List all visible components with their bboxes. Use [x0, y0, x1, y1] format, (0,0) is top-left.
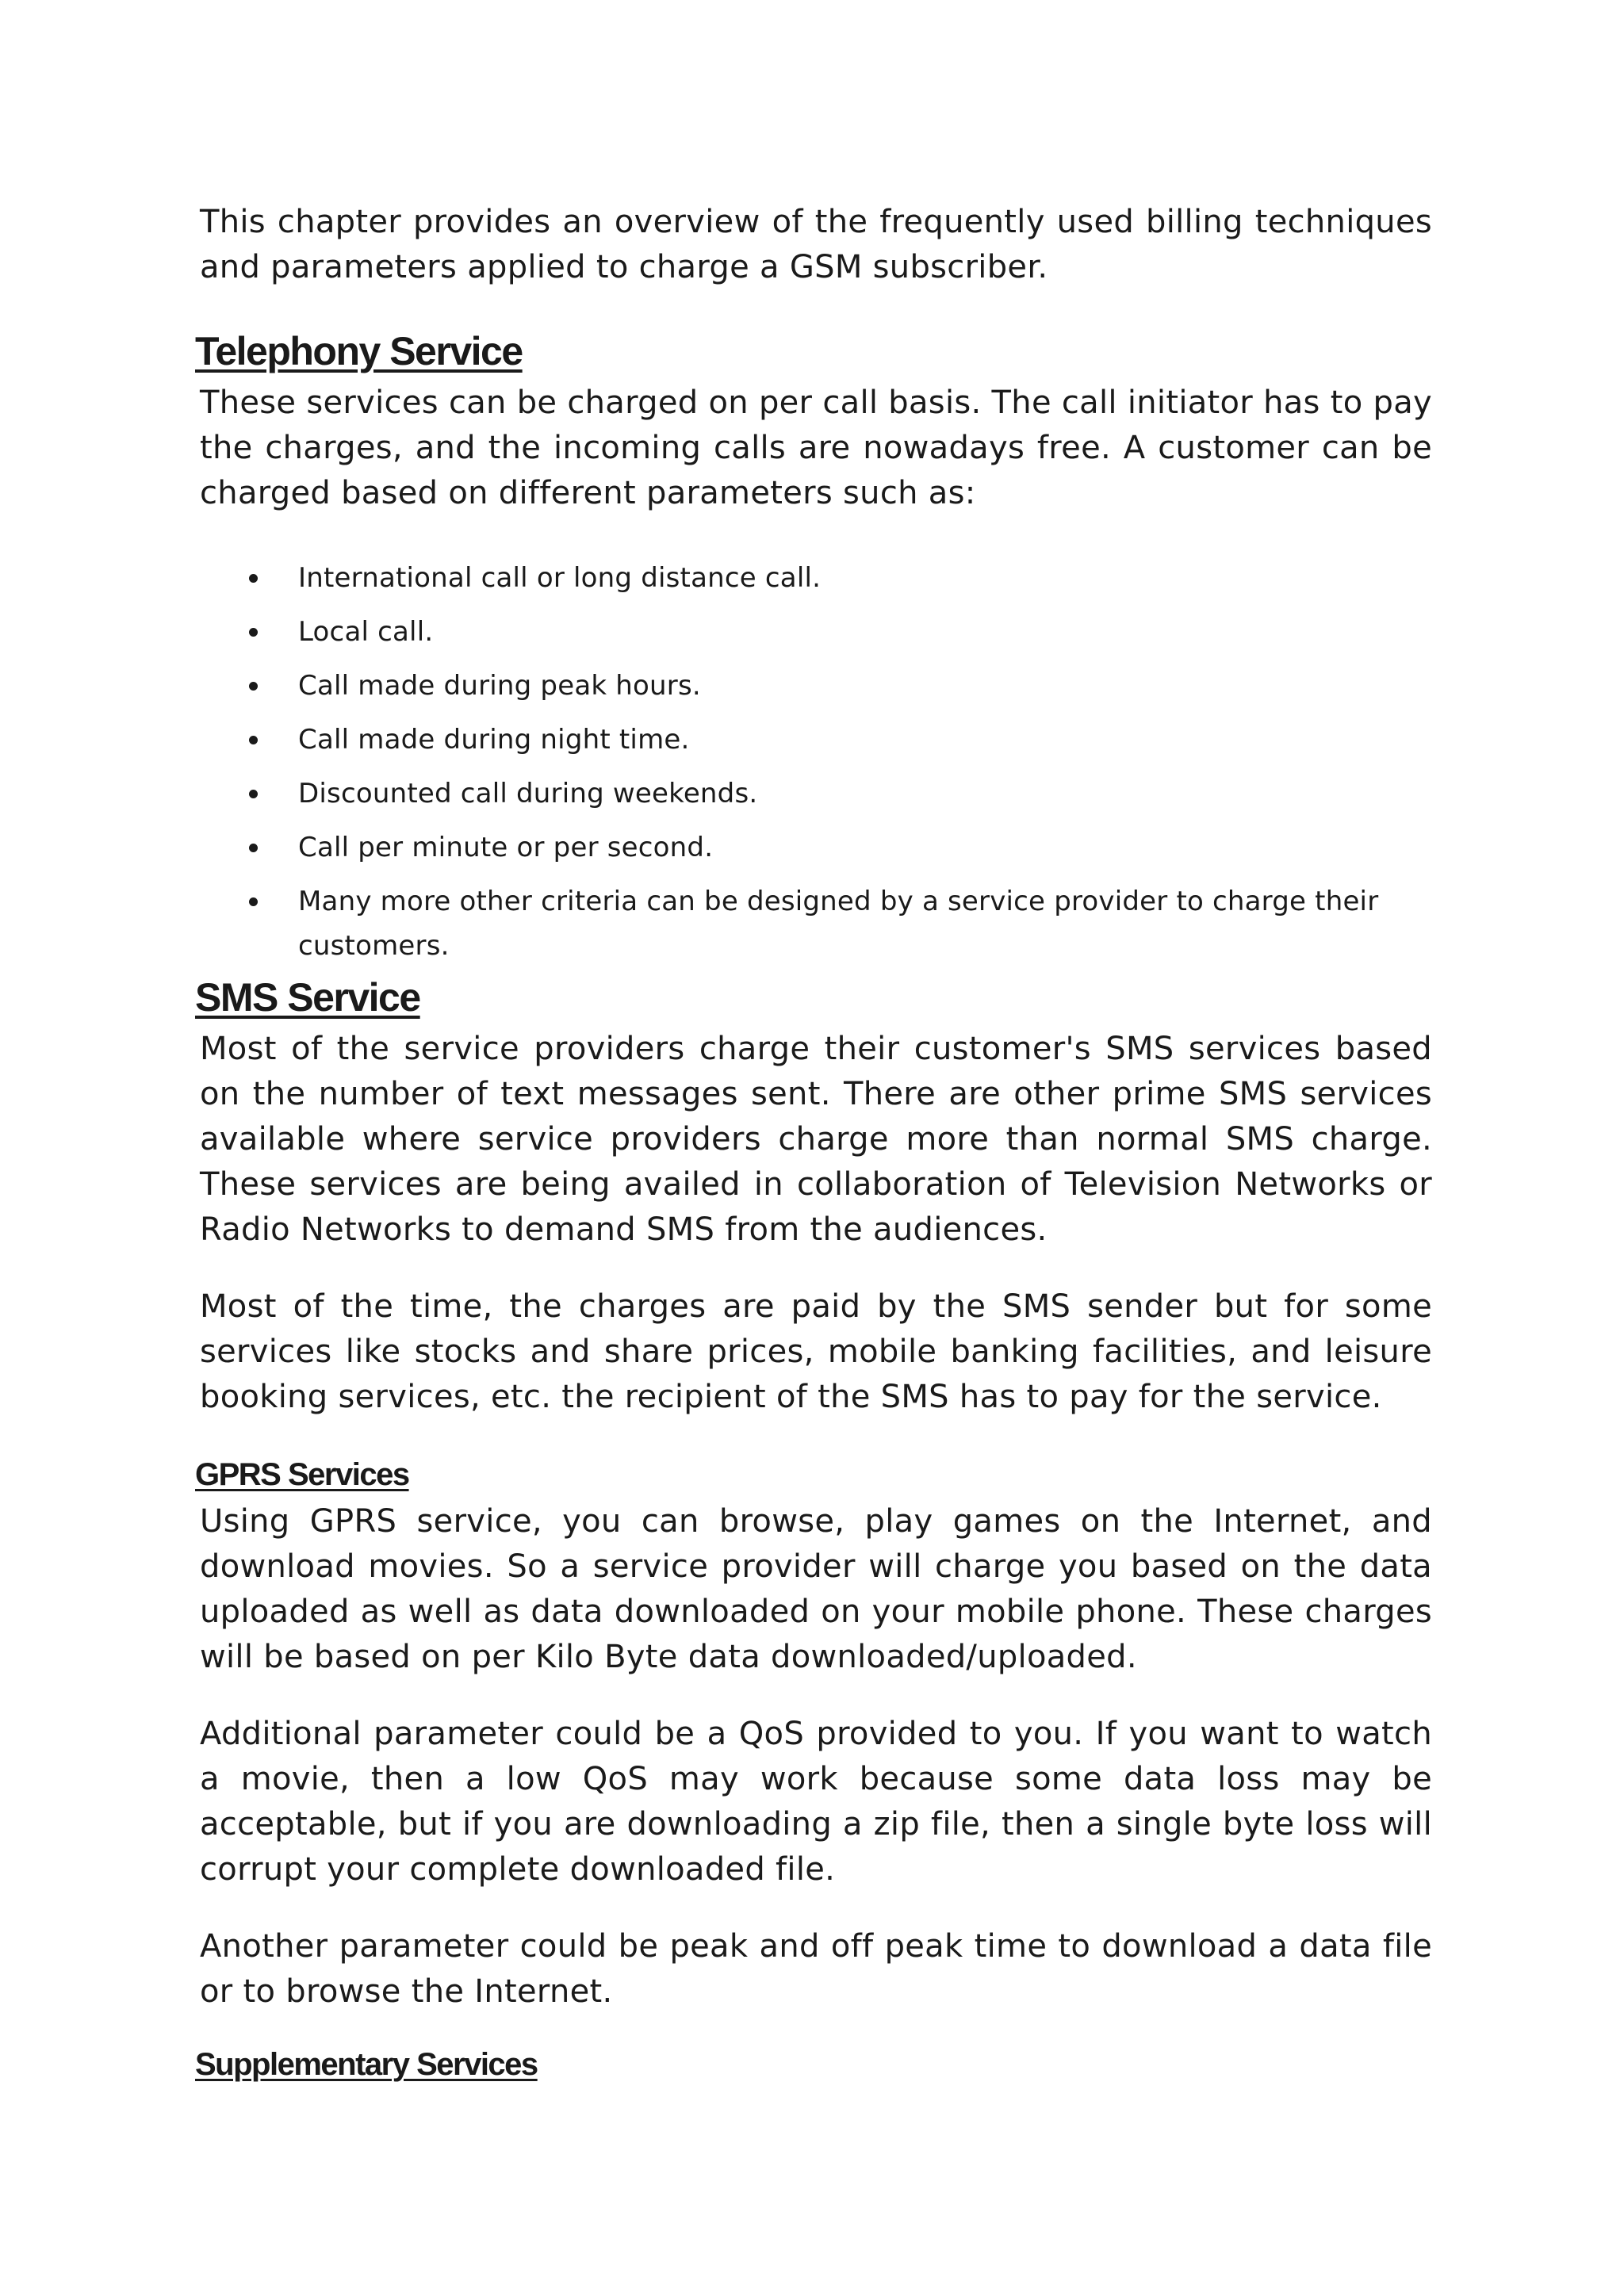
sms-paragraph-1: Most of the service providers charge their customer's SMS services based on the number of text messages sent. There are other prime SMS services available where service providers charge more than normal SMS charge. These services are being availed in collaboration of Television Networks or Radio Networks to demand SMS from the audiences.	[200, 1031, 1432, 1248]
bullet-icon	[249, 844, 258, 852]
gprs-services-heading: GPRS Services	[195, 1457, 409, 1492]
sms-service-heading: SMS Service	[195, 975, 420, 1020]
list-item: Discounted call during weekends.	[200, 771, 1432, 816]
list-item: Many more other criteria can be designed by a service provider to charge their customers.	[200, 879, 1432, 968]
bullet-icon	[249, 628, 258, 637]
gprs-paragraph-1: Using GPRS service, you can browse, play games on the Internet, and download movies. So a service provider will charge you based on the data uploaded as well as data downloaded on your mobile phone. These charges will be based on per Kilo Byte data downloaded/uploaded.	[200, 1503, 1432, 1675]
bullet-icon	[249, 736, 258, 744]
bullet-icon	[249, 574, 258, 583]
gprs-paragraph-2: Additional parameter could be a QoS provided to you. If you want to watch a movie, then a low QoS may work because some data loss may be acceptable, but if you are downloading a zip file, then a single byte loss will corrupt your complete downloaded file.	[200, 1716, 1432, 1888]
telephony-criteria-list	[200, 556, 1432, 968]
list-item: Local call.	[200, 610, 1432, 654]
supplementary-services-heading: Supplementary Services	[195, 2047, 538, 2082]
bullet-icon	[249, 897, 258, 906]
list-item: Call per minute or per second.	[200, 825, 1432, 870]
telephony-paragraph: These services can be charged on per call basis. The call initiator has to pay the charges, and the incoming calls are nowadays free. A customer can be charged based on different parameters such as:	[200, 385, 1432, 511]
bullet-icon	[249, 682, 258, 691]
telephony-service-heading: Telephony Service	[195, 329, 523, 373]
intro-paragraph: This chapter provides an overview of the frequently used billing techniques and parameters applied to charge a GSM subscriber.	[200, 204, 1432, 285]
document-page	[195, 200, 1432, 2084]
sms-paragraph-2: Most of the time, the charges are paid by the SMS sender but for some services like stocks and share prices, mobile banking facilities, and leisure booking services, etc. the recipient of the SMS has to pay for the service.	[200, 1288, 1432, 1415]
bullet-icon	[249, 790, 258, 798]
list-item: International call or long distance call.	[200, 556, 1432, 600]
list-item: Call made during night time.	[200, 718, 1432, 762]
gprs-paragraph-3: Another parameter could be peak and off peak time to download a data file or to browse the Internet.	[200, 1928, 1432, 2010]
list-item: Call made during peak hours.	[200, 664, 1432, 708]
